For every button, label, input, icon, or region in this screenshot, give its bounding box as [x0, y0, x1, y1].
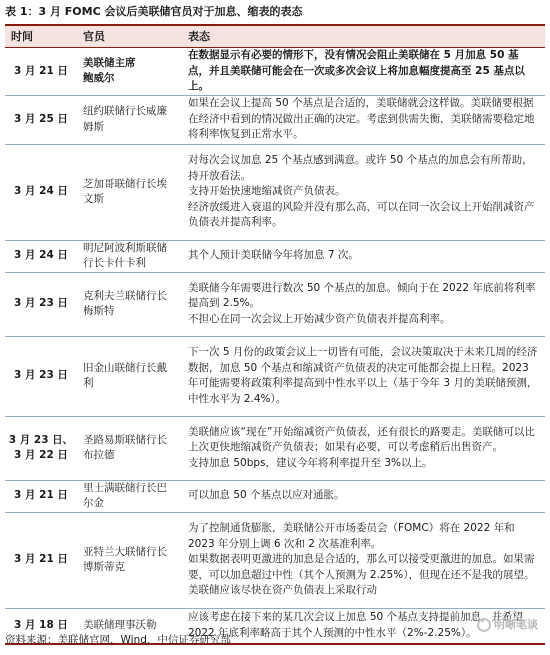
table-row	[5, 144, 545, 240]
statement-paragraph: 在数据显示有必要的情形下，没有情况会阻止美联储在 5 月加息 50 基点，并且美联储可能会在一次或多次会议上将加息幅度提高至 25 基点以上。	[188, 49, 525, 92]
row-statement	[182, 416, 545, 480]
official-name-line: 圣路易斯联储行长布拉德	[83, 433, 167, 461]
table-row	[5, 240, 545, 272]
statement-paragraph: 为了控制通货膨胀，美联储公开市场委员会（FOMC）将在 2022 年和 2023 年分别上调 6 次和 2 次基准利率。	[188, 522, 515, 550]
statement-paragraph: 支持加息 50bps，建议今年将利率提升至 3%以上。	[188, 456, 433, 469]
statement-paragraph: 如果数据表明更激进的加息是合适的，那么可以接受更激进的加息。如果需要，可以加息超过中性（其个人预测为 2.25%），但现在还不是我的展望。	[188, 553, 535, 581]
official-name-line: 美联储主席	[83, 56, 136, 69]
official-name-line: 亚特兰大联储行长博斯蒂克	[83, 545, 167, 573]
row-official	[77, 95, 182, 144]
statement-paragraph: 不担心在同一次会议上开始减少资产负债表并提高利率。	[188, 312, 451, 325]
table-row	[5, 48, 545, 96]
row-date: 3 月 23 日、 3 月 22 日	[5, 416, 77, 480]
official-name-line: 美联储理事沃勒	[83, 619, 157, 631]
row-statement	[182, 240, 545, 272]
row-date: 3 月 23 日	[5, 272, 77, 336]
row-date: 3 月 24 日	[5, 240, 77, 272]
row-official	[77, 512, 182, 608]
statement-paragraph: 支持开始快速地缩减资产负债表。	[188, 185, 346, 198]
statement-paragraph: 经济放缓进入衰退的风险并没有那么高，可以在同一次会议上开始削减资产负债表并提高利率。	[188, 200, 535, 229]
row-official	[77, 480, 182, 512]
fed-officials-table	[5, 24, 545, 645]
row-statement	[182, 480, 545, 512]
statement-paragraph: 应该考虑在接下来的某几次会议上加息 50 个基点支持提前加息，并希望 2022 年底利率略高于其个人预测的中性水平（2%-2.25%）。	[188, 611, 524, 639]
table-caption: 表 1：3 月 FOMC 会议后美联储官员对于加息、缩表的表态	[5, 5, 303, 18]
official-name-line: 旧金山联储行长戴利	[83, 361, 167, 389]
watermark	[477, 617, 538, 633]
statement-paragraph: 如果在会议上提高 50 个基点是合适的，美联储就会这样做。美联储要根据在经济中看到的情况做出正确的决定。考虑到供需失衡，美联储需要稳定地将利率恢复到正常水平。	[188, 97, 535, 141]
statement-paragraph: 其个人预计美联储今年将加息 7 次。	[188, 249, 359, 262]
row-official	[77, 240, 182, 272]
row-official	[77, 272, 182, 336]
official-name-line: 纽约联储行长威廉姆斯	[83, 105, 167, 133]
watermark-logo-icon	[477, 618, 491, 632]
table-row	[5, 95, 545, 144]
row-official	[77, 336, 182, 416]
statement-paragraph: 下一次 5 月份的政策会议上一切皆有可能，会议决策取决于未来几周的经济数据，加息 50 个基点和缩减资产负债表的决定可能都会提上日程。2023 年可能需要将政策利率提高到中性水平以上（基于今年 3 月的美联储预测，中性水平为 2.4%）。	[188, 346, 538, 405]
statement-paragraph: 美联储应该尽快在资产负债表上采取行动	[188, 584, 377, 597]
row-statement	[182, 336, 545, 416]
official-name-line: 芝加哥联储行长埃文斯	[83, 177, 167, 205]
row-date: 3 月 25 日	[5, 95, 77, 144]
official-name-line: 明尼阿波利斯联储行长卡什卡利	[83, 241, 167, 269]
watermark-text: 明晰笔谈	[494, 618, 538, 631]
table-row	[5, 272, 545, 336]
source-note: 资料来源：美联储官网，Wind，中信证券研究部	[5, 634, 231, 646]
row-date: 3 月 24 日	[5, 144, 77, 240]
row-statement	[182, 48, 545, 96]
row-official	[77, 48, 182, 96]
official-name-line: 鲍威尔	[83, 72, 115, 85]
header-statement: 表态	[182, 25, 545, 48]
row-official	[77, 144, 182, 240]
statement-paragraph: 美联储今年需要进行数次 50 个基点的加息。倾向于在 2022 年底前将利率提高到 2.5%。	[188, 281, 536, 310]
row-statement	[182, 95, 545, 144]
official-name-line: 里士满联储行长巴尔金	[83, 481, 167, 509]
row-date: 3 月 21 日	[5, 480, 77, 512]
statement-paragraph: 美联储应该“现在”开始缩减资产负债表，还有很长的路要走。美联储可以比上次更快地缩减资产负债表；如果有必要，可以考虑稍后出售资产。	[188, 425, 535, 454]
official-name-line: 克利夫兰联储行长梅斯特	[83, 289, 167, 317]
row-statement	[182, 144, 545, 240]
table-row	[5, 416, 545, 480]
row-official	[77, 416, 182, 480]
row-statement	[182, 512, 545, 608]
row-date: 3 月 18 日	[5, 608, 77, 644]
table-row	[5, 480, 545, 512]
header-official: 官员	[77, 25, 182, 48]
table-header-row	[5, 25, 545, 48]
row-date: 3 月 21 日	[5, 48, 77, 96]
table-row	[5, 512, 545, 608]
row-statement	[182, 272, 545, 336]
table-row	[5, 336, 545, 416]
statement-paragraph: 对每次会议加息 25 个基点感到满意。或许 50 个基点的加息会有所帮助，持开放看法。	[188, 154, 533, 182]
row-date: 3 月 21 日	[5, 512, 77, 608]
row-date: 3 月 23 日	[5, 336, 77, 416]
header-date: 时间	[5, 25, 77, 48]
statement-paragraph: 可以加息 50 个基点以应对通胀。	[188, 489, 345, 502]
